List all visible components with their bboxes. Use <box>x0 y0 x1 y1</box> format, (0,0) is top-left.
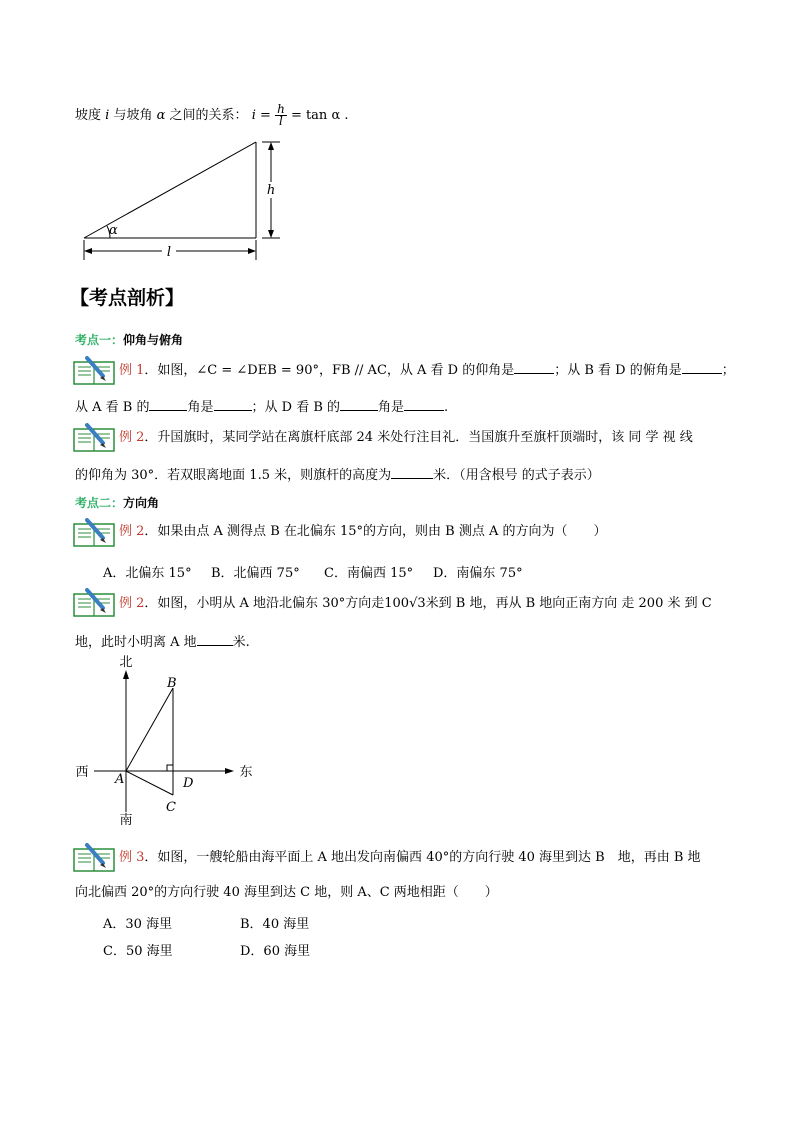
section-title: 【考点剖析】 <box>70 287 185 309</box>
east-label: 东 <box>239 765 253 780</box>
example-2b-line-1: 例 2．如果由点 A 测得点 B 在北偏东 15°的方向，则由 B 测点 A 的方向为（ ） <box>119 524 607 539</box>
example-book-icon <box>73 423 117 453</box>
point-d-label: D <box>183 776 194 791</box>
west-label: 西 <box>75 765 89 780</box>
option-a[interactable]: A．30 海里 <box>103 917 173 932</box>
fraction-h-over-l: $\frac{h}{l}$ <box>277 102 285 128</box>
h-label: h <box>266 183 276 198</box>
example-2a-line-2: 的仰角为 30°．若双眼离地面 1.5 米，则旗杆的高度为 米．（用含根号 的式子表示） <box>75 468 600 483</box>
slope-triangle-figure <box>70 130 290 265</box>
example-book-icon <box>73 356 117 386</box>
example-1-line-1: 例 1．如图，∠C = ∠DEB = 90°，FB // AC，从 A 看 D 的仰角是 ；从 B 看 D 的俯角是 ； <box>119 363 735 378</box>
answer-blank[interactable] <box>340 398 378 411</box>
example-book-icon <box>73 518 117 548</box>
example-2c-line-2: 地，此时小明离 A 地 米. <box>75 635 250 650</box>
topic-one-heading: 考点一：仰角与俯角 <box>75 333 184 347</box>
answer-blank[interactable] <box>404 398 444 411</box>
answer-blank[interactable] <box>391 466 433 479</box>
example-2a-line-1: 例 2．升国旗时，某同学站在离旗杆底部 24 米处行注目礼．当国旗升至旗杆顶端时，该 同 学 视 线 <box>119 430 693 445</box>
l-label: l <box>166 245 172 260</box>
answer-blank[interactable] <box>514 361 554 374</box>
north-label: 北 <box>119 655 133 670</box>
alpha-label: α <box>109 223 118 238</box>
point-c-label: C <box>166 800 176 815</box>
option-d[interactable]: D．60 海里 <box>240 944 311 959</box>
example-1-line-2: 从 A 看 B 的 角是 ；从 D 看 B 的 角是 . <box>75 400 449 415</box>
compass-figure <box>70 652 260 827</box>
slope-relation-line: 坡度 i 与坡角 α 之间的关系： i = $\frac{h}{l}$ = tan α . <box>75 102 349 128</box>
point-b-label: B <box>167 676 177 691</box>
example-2c-line-1: 例 2．如图，小明从 A 地沿北偏东 30°方向走100√3米到 B 地，再从 B 地向正南方向 走 200 米 到 C <box>119 596 712 611</box>
point-a-label: A <box>115 772 125 787</box>
option-c[interactable]: C．南偏西 15° <box>324 566 414 581</box>
option-c[interactable]: C．50 海里 <box>103 944 173 959</box>
example-book-icon <box>73 588 117 618</box>
topic-two-heading: 考点二：方向角 <box>75 496 160 510</box>
answer-blank[interactable] <box>197 633 233 646</box>
answer-blank[interactable] <box>682 361 722 374</box>
answer-blank[interactable] <box>214 398 252 411</box>
example-book-icon <box>73 843 117 873</box>
option-a[interactable]: A．北偏东 15° <box>103 566 192 581</box>
answer-blank[interactable] <box>149 398 187 411</box>
south-label: 南 <box>119 813 133 827</box>
option-d[interactable]: D．南偏东 75° <box>433 566 523 581</box>
example-3-line-1: 例 3．如图，一艘轮船由海平面上 A 地出发向南偏西 40°的方向行驶 40 海里到达 B 地，再由 B 地 <box>119 850 701 865</box>
option-b[interactable]: B．40 海里 <box>240 917 310 932</box>
example-3-line-2: 向北偏西 20°的方向行驶 40 海里到达 C 地，则 A、C 两地相距（ ） <box>75 885 498 900</box>
option-b[interactable]: B．北偏西 75° <box>211 566 300 581</box>
